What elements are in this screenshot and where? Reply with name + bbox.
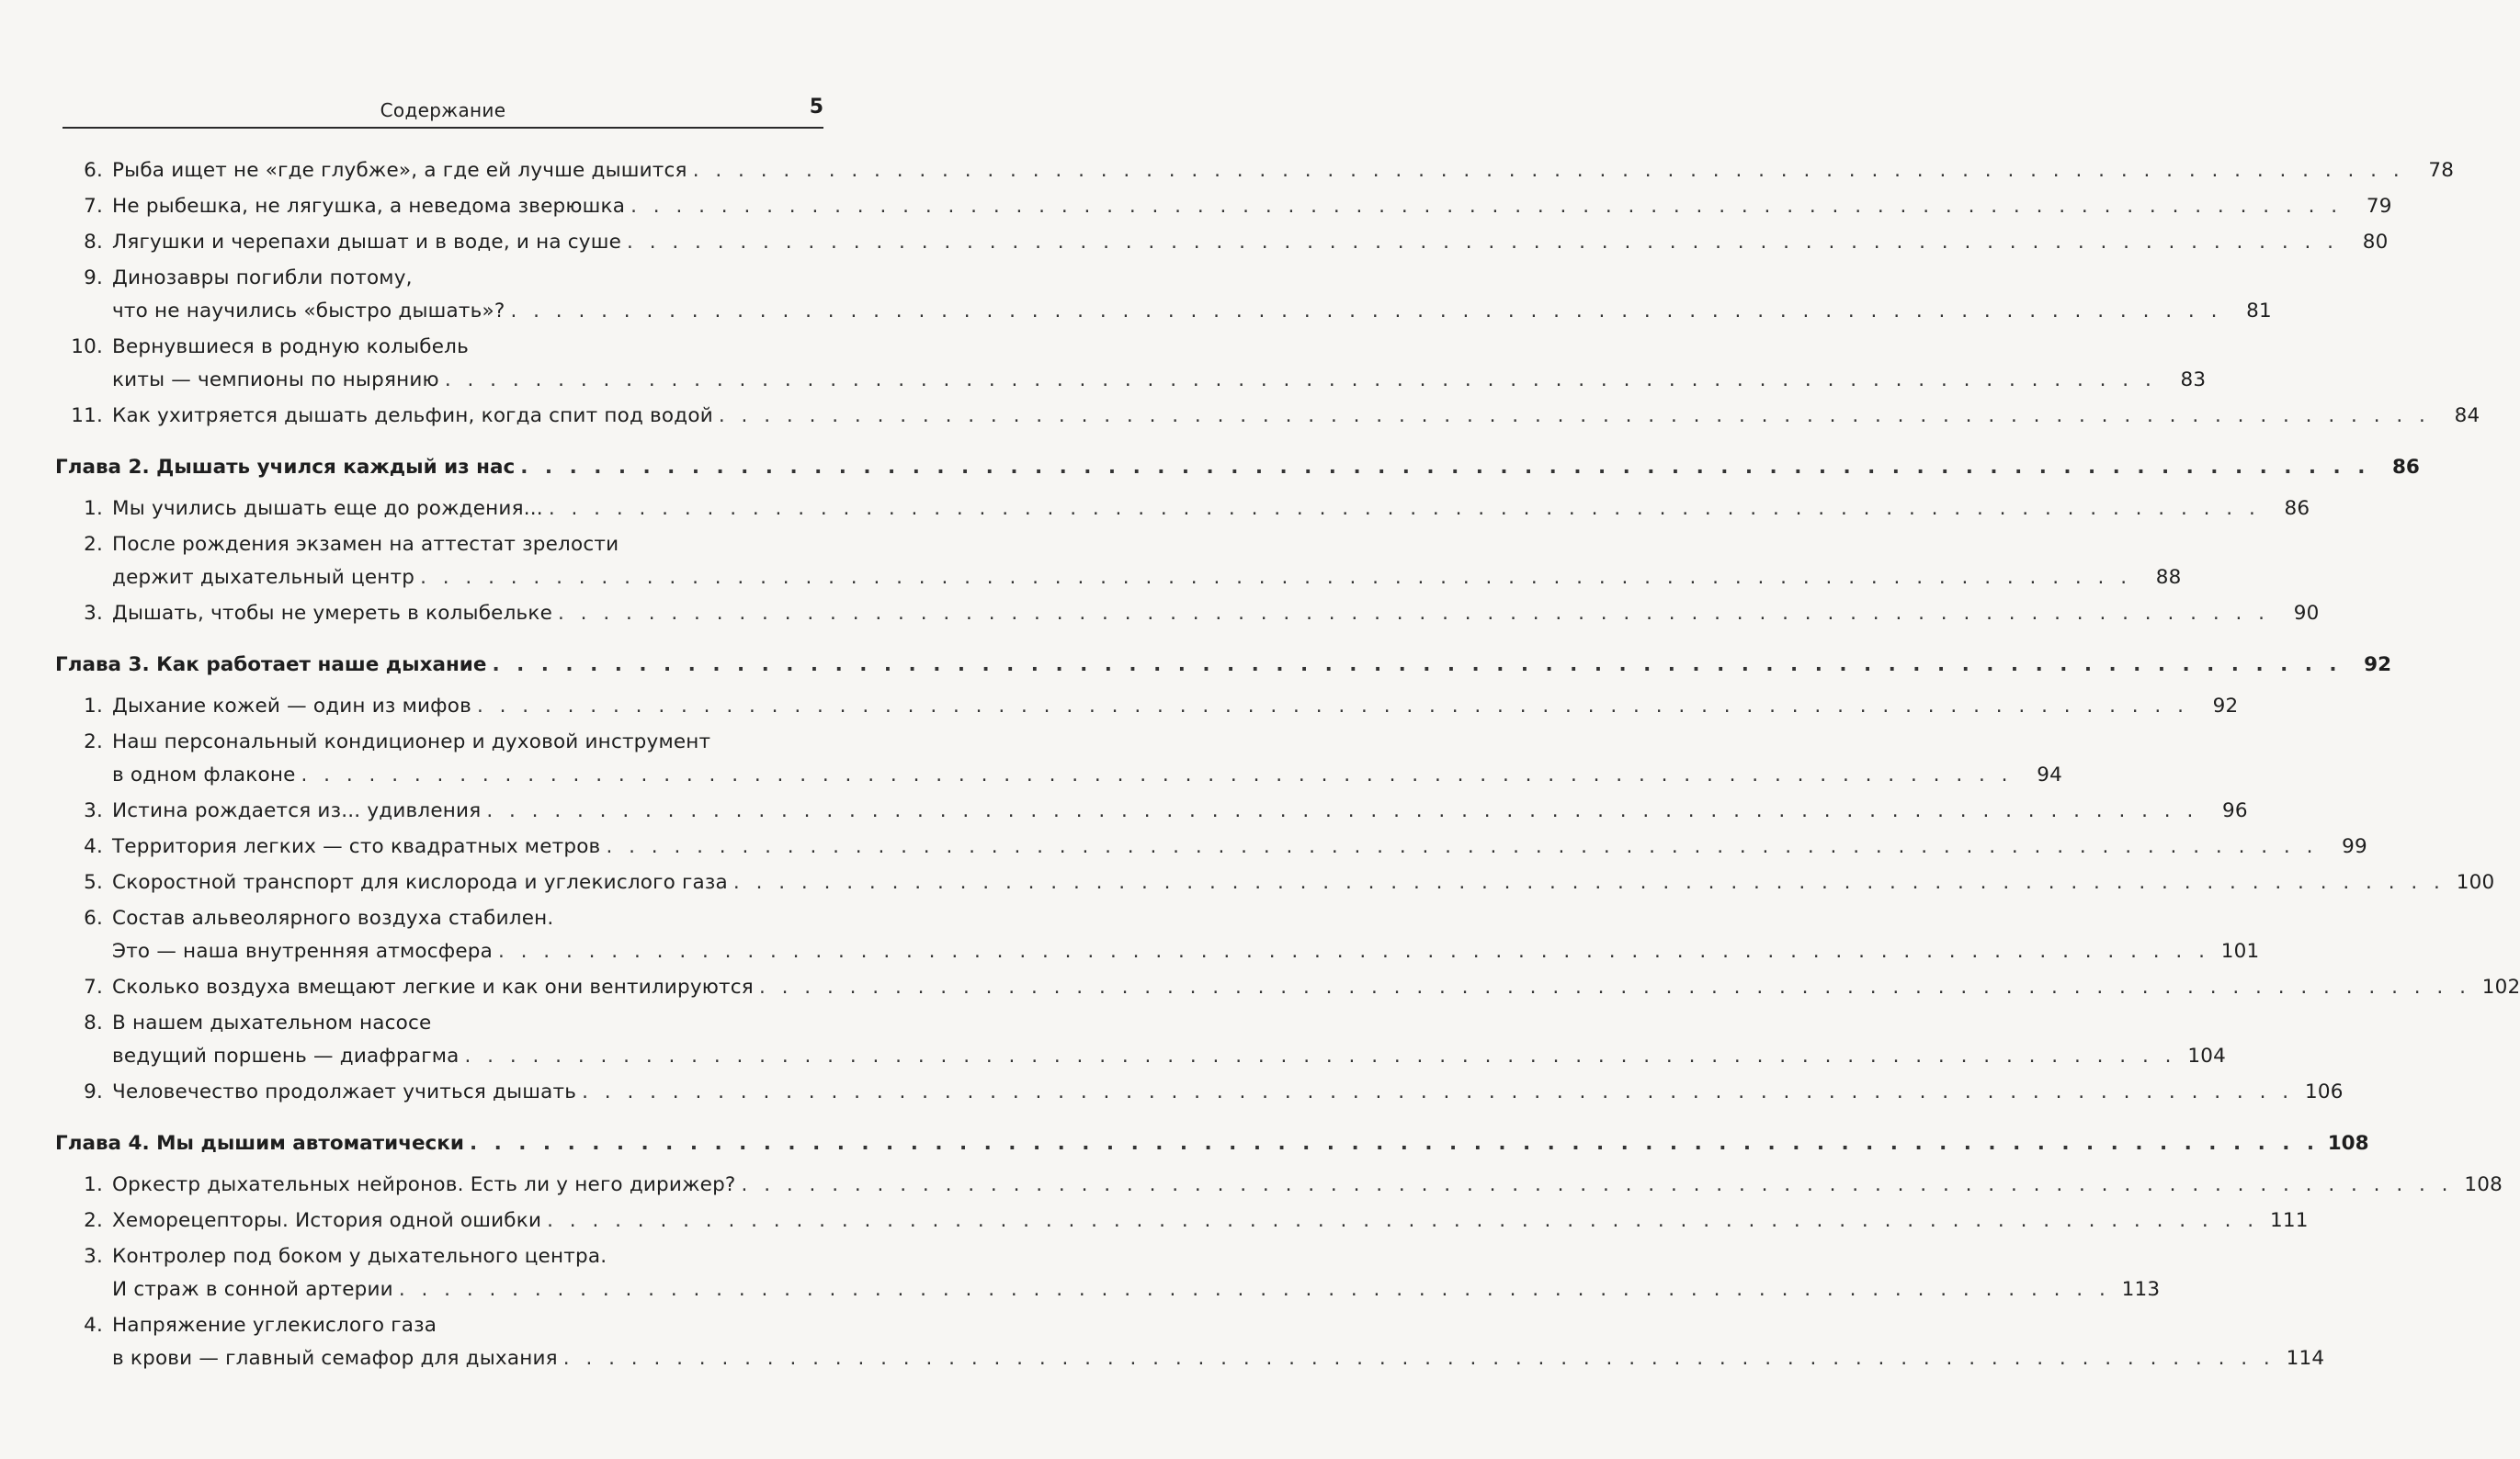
entry-page: 86: [2284, 497, 2310, 520]
toc-entry: [55, 226, 2389, 259]
dot-leader: . . . . . . . . . . . . . . . . . . . . . . . . . . . . . . . . . . . . . . . . . . . . . . . . . . . . . . . . . . . . . . . . . . . . . . . . . . . .: [492, 653, 2343, 676]
entry-number: 3.: [84, 602, 103, 625]
chapter-title: Глава 2. Дышать учился каждый из нас: [55, 456, 516, 479]
entry-title-line: Это — наша внутренняя атмосфера: [112, 940, 493, 963]
dot-leader: . . . . . . . . . . . . . . . . . . . . . . . . . . . . . . . . . . . . . . . . . . . . . . . . . . . . . . . . . . . . . . . . . . . . . . . . . . . .: [741, 1173, 2454, 1196]
dot-leader: . . . . . . . . . . . . . . . . . . . . . . . . . . . . . . . . . . . . . . . . . . . . . . . . . . . . . . . . . . . . . . . . . . . . . . . . . . . .: [630, 195, 2343, 218]
entry-number: 9.: [84, 1080, 103, 1103]
entry-number: 1.: [84, 497, 103, 520]
toc-entry: [55, 1205, 2309, 1238]
toc-entry: [55, 190, 2392, 223]
entry-page: 90: [2293, 602, 2320, 625]
entry-title-line: Динозавры погибли потому,: [112, 266, 413, 289]
entry-page: 83: [2180, 368, 2207, 391]
entry-title-line: Мы учились дышать еще до рождения...: [112, 497, 543, 520]
entry-number: 2.: [84, 533, 103, 556]
entry-title-line: Скоростной транспорт для кислорода и углекислого газа: [112, 871, 728, 894]
toc-entry: [55, 866, 2495, 899]
entry-page: 114: [2286, 1347, 2325, 1370]
dot-leader: . . . . . . . . . . . . . . . . . . . . . . . . . . . . . . . . . . . . . . . . . . . . . . . . . . . . . . . . . . . . . . . . . . . . . . . . . . . .: [510, 300, 2222, 322]
entry-number: 6.: [84, 907, 103, 930]
entry-title-line: Истина рождается из... удивления: [112, 799, 482, 822]
dot-leader: . . . . . . . . . . . . . . . . . . . . . . . . . . . . . . . . . . . . . . . . . . . . . . . . . . . . . . . . . . . . . . . . . . . . . . . . . . . .: [718, 404, 2431, 427]
entry-page: 113: [2121, 1278, 2161, 1301]
entry-page: 94: [2037, 763, 2062, 786]
entry-number: 10.: [71, 335, 103, 358]
dot-leader: . . . . . . . . . . . . . . . . . . . . . . . . . . . . . . . . . . . . . . . . . . . . . . . . . . . . . . . . . . . . . . . . . . . . . . . . . . . .: [758, 976, 2471, 999]
toc-entry: [55, 1007, 2226, 1073]
toc-entry: [55, 690, 2239, 723]
entry-number: 7.: [84, 195, 103, 218]
entry-title-line: Контролер под боком у дыхательного центра.: [112, 1245, 607, 1268]
entry-number: 1.: [84, 695, 103, 718]
entry-title-line: киты — чемпионы по нырянию: [112, 368, 439, 391]
toc-entry: [55, 902, 2260, 968]
toc-entry: [55, 831, 2367, 864]
entry-title-line: Наш персональный кондиционер и духовой инструмент: [112, 730, 711, 753]
entry-title-line: Оркестр дыхательных нейронов. Есть ли у него дирижер?: [112, 1173, 736, 1196]
toc-entry: [55, 331, 2207, 397]
entry-title-line: Человечество продолжает учиться дышать: [112, 1080, 577, 1103]
running-header: [62, 96, 823, 129]
dot-leader: . . . . . . . . . . . . . . . . . . . . . . . . . . . . . . . . . . . . . . . . . . . . . . . . . . . . . . . . . . . . . . . . . . . . . . . . . . . .: [548, 497, 2261, 520]
entry-title-line: Хеморецепторы. История одной ошибки: [112, 1209, 542, 1232]
entry-title-line: что не научились «быстро дышать»?: [112, 300, 505, 322]
entry-title-line: В нашем дыхательном насосе: [112, 1012, 432, 1035]
dot-leader: . . . . . . . . . . . . . . . . . . . . . . . . . . . . . . . . . . . . . . . . . . . . . . . . . . . . . . . . . . . . . . . . . . . . . . . . . . . .: [476, 695, 2189, 718]
toc-entry: [55, 492, 2310, 526]
toc-entry: [55, 1309, 2325, 1375]
entry-page: 99: [2342, 835, 2367, 858]
toc-chapter: [55, 1127, 2369, 1160]
entry-title-line: Как ухитряется дышать дельфин, когда спит под водой: [112, 404, 713, 427]
toc-entry: [55, 262, 2272, 328]
entry-page: 96: [2222, 799, 2248, 822]
table-of-contents: [55, 154, 2520, 1378]
entry-page: 111: [2269, 1209, 2309, 1232]
entry-number: 7.: [84, 976, 103, 999]
toc-entry: [55, 726, 2062, 792]
dot-leader: . . . . . . . . . . . . . . . . . . . . . . . . . . . . . . . . . . . . . . . . . . . . . . . . . . . . . . . . . . . . . . . . . . . . . . . . . . . .: [562, 1347, 2276, 1370]
entry-number: 6.: [84, 159, 103, 182]
entry-number: 2.: [84, 730, 103, 753]
toc-entry: [55, 528, 2182, 594]
entry-number: 3.: [84, 1245, 103, 1268]
entry-title-line: Сколько воздуха вмещают легкие и как они вентилируются: [112, 976, 754, 999]
entry-title-line: Рыба ищет не «где глубже», а где ей лучше дышится: [112, 159, 687, 182]
toc-entry: [55, 597, 2320, 630]
page-number: 5: [809, 96, 823, 119]
entry-title-line: Дыхание кожей — один из мифов: [112, 695, 471, 718]
toc-entry: [55, 1240, 2161, 1306]
dot-leader: . . . . . . . . . . . . . . . . . . . . . . . . . . . . . . . . . . . . . . . . . . . . . . . . . . . . . . . . . . . . . . . . . . . . . . . . . . . .: [420, 566, 2132, 589]
toc-entry: [55, 154, 2455, 187]
entry-title-line: в крови — главный семафор для дыхания: [112, 1347, 558, 1370]
entry-number: 1.: [84, 1173, 103, 1196]
dot-leader: . . . . . . . . . . . . . . . . . . . . . . . . . . . . . . . . . . . . . . . . . . . . . . . . . . . . . . . . . . . . . . . . . . . . . . . . . . . .: [301, 763, 2013, 786]
entry-title-line: держит дыхательный центр: [112, 566, 415, 589]
entry-title-line: Состав альвеолярного воздуха стабилен.: [112, 907, 554, 930]
entry-page: 104: [2187, 1045, 2226, 1068]
toc-entry: [55, 400, 2480, 433]
entry-number: 8.: [84, 231, 103, 254]
chapter-title: Глава 3. Как работает наше дыхание: [55, 653, 487, 676]
entry-title-line: Лягушки и черепахи дышат и в воде, и на суше: [112, 231, 622, 254]
entry-title-line: ведущий поршень — диафрагма: [112, 1045, 460, 1068]
chapter-page: 108: [2327, 1132, 2369, 1155]
entry-title-line: И страж в сонной артерии: [112, 1278, 393, 1301]
running-title: Содержание: [380, 99, 506, 121]
entry-page: 88: [2155, 566, 2182, 589]
toc-entry: [55, 971, 2520, 1004]
entry-page: 106: [2304, 1080, 2344, 1103]
entry-number: 5.: [84, 871, 103, 894]
entry-title-line: Не рыбешка, не лягушка, а неведома зверюшка: [112, 195, 626, 218]
toc-entry: [55, 1169, 2503, 1202]
dot-leader: . . . . . . . . . . . . . . . . . . . . . . . . . . . . . . . . . . . . . . . . . . . . . . . . . . . . . . . . . . . . . . . . . . . . . . . . . . . .: [469, 1132, 2320, 1155]
toc-chapter: [55, 451, 2420, 484]
entry-number: 8.: [84, 1012, 103, 1035]
entry-page: 78: [2428, 159, 2455, 182]
entry-number: 4.: [84, 835, 103, 858]
dot-leader: . . . . . . . . . . . . . . . . . . . . . . . . . . . . . . . . . . . . . . . . . . . . . . . . . . . . . . . . . . . . . . . . . . . . . . . . . . . .: [398, 1278, 2111, 1301]
entry-page: 108: [2464, 1173, 2503, 1196]
entry-page: 101: [2220, 940, 2260, 963]
entry-title-line: Вернувшиеся в родную колыбель: [112, 335, 469, 358]
toc-entry: [55, 795, 2248, 828]
entry-page: 92: [2212, 695, 2239, 718]
entry-page: 79: [2366, 195, 2392, 218]
entry-page: 81: [2246, 300, 2272, 322]
entry-title-line: После рождения экзамен на аттестат зрелости: [112, 533, 619, 556]
dot-leader: . . . . . . . . . . . . . . . . . . . . . . . . . . . . . . . . . . . . . . . . . . . . . . . . . . . . . . . . . . . . . . . . . . . . . . . . . . . .: [558, 602, 2270, 625]
dot-leader: . . . . . . . . . . . . . . . . . . . . . . . . . . . . . . . . . . . . . . . . . . . . . . . . . . . . . . . . . . . . . . . . . . . . . . . . . . . .: [606, 835, 2318, 858]
dot-leader: . . . . . . . . . . . . . . . . . . . . . . . . . . . . . . . . . . . . . . . . . . . . . . . . . . . . . . . . . . . . . . . . . . . . . . . . . . . .: [547, 1209, 2259, 1232]
entry-page: 84: [2454, 404, 2480, 427]
entry-title-line: Территория легких — сто квадратных метров: [112, 835, 601, 858]
entry-title-line: в одном флаконе: [112, 763, 296, 786]
entry-title-line: Напряжение углекислого газа: [112, 1314, 437, 1337]
entry-title-line: Дышать, чтобы не умереть в колыбельке: [112, 602, 553, 625]
dot-leader: . . . . . . . . . . . . . . . . . . . . . . . . . . . . . . . . . . . . . . . . . . . . . . . . . . . . . . . . . . . . . . . . . . . . . . . . . . . .: [732, 871, 2446, 894]
dot-leader: . . . . . . . . . . . . . . . . . . . . . . . . . . . . . . . . . . . . . . . . . . . . . . . . . . . . . . . . . . . . . . . . . . . . . . . . . . . .: [497, 940, 2210, 963]
entry-number: 3.: [84, 799, 103, 822]
entry-page: 102: [2481, 976, 2520, 999]
entry-number: 2.: [84, 1209, 103, 1232]
toc-chapter: [55, 649, 2392, 682]
entry-number: 9.: [84, 266, 103, 289]
chapter-title: Глава 4. Мы дышим автоматически: [55, 1132, 464, 1155]
chapter-page: 86: [2391, 456, 2420, 479]
dot-leader: . . . . . . . . . . . . . . . . . . . . . . . . . . . . . . . . . . . . . . . . . . . . . . . . . . . . . . . . . . . . . . . . . . . . . . . . . . . .: [520, 456, 2370, 479]
toc-entry: [55, 1076, 2344, 1109]
entry-number: 11.: [71, 404, 103, 427]
dot-leader: . . . . . . . . . . . . . . . . . . . . . . . . . . . . . . . . . . . . . . . . . . . . . . . . . . . . . . . . . . . . . . . . . . . . . . . . . . . .: [627, 231, 2339, 254]
dot-leader: . . . . . . . . . . . . . . . . . . . . . . . . . . . . . . . . . . . . . . . . . . . . . . . . . . . . . . . . . . . . . . . . . . . . . . . . . . . .: [444, 368, 2157, 391]
chapter-page: 92: [2364, 653, 2392, 676]
dot-leader: . . . . . . . . . . . . . . . . . . . . . . . . . . . . . . . . . . . . . . . . . . . . . . . . . . . . . . . . . . . . . . . . . . . . . . . . . . . .: [582, 1080, 2294, 1103]
dot-leader: . . . . . . . . . . . . . . . . . . . . . . . . . . . . . . . . . . . . . . . . . . . . . . . . . . . . . . . . . . . . . . . . . . . . . . . . . . . .: [692, 159, 2405, 182]
entry-page: 100: [2456, 871, 2495, 894]
dot-leader: . . . . . . . . . . . . . . . . . . . . . . . . . . . . . . . . . . . . . . . . . . . . . . . . . . . . . . . . . . . . . . . . . . . . . . . . . . . .: [464, 1045, 2176, 1068]
dot-leader: . . . . . . . . . . . . . . . . . . . . . . . . . . . . . . . . . . . . . . . . . . . . . . . . . . . . . . . . . . . . . . . . . . . . . . . . . . . .: [486, 799, 2198, 822]
entry-page: 80: [2362, 231, 2389, 254]
entry-number: 4.: [84, 1314, 103, 1337]
